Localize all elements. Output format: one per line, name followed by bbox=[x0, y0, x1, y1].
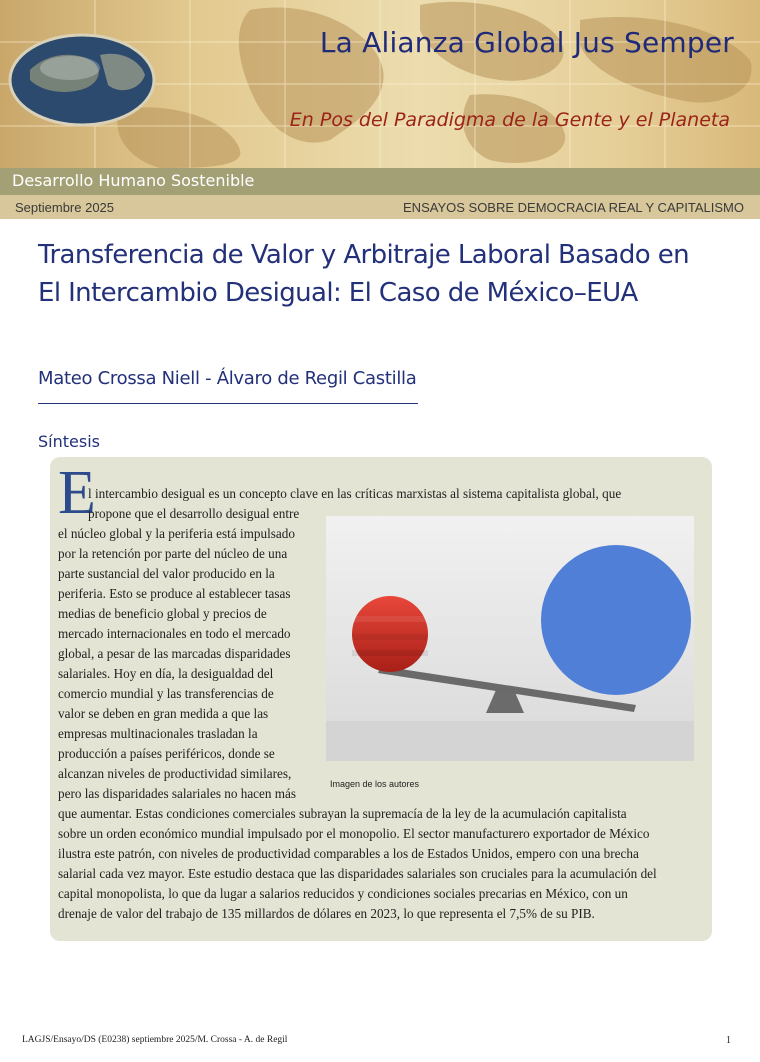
summary-line: pero las disparidades salariales no hacen más bbox=[58, 786, 297, 801]
footer-reference: LAGJS/Ensayo/DS (E0238) septiembre 2025/M. Crossa - A. de Regil bbox=[22, 1035, 288, 1045]
globe-icon bbox=[10, 35, 154, 125]
summary-full-width bbox=[58, 804, 657, 924]
section-label: Desarrollo Humano Sostenible bbox=[12, 171, 255, 190]
section-bar bbox=[0, 168, 760, 195]
summary-line: empresas multinacionales trasladan la bbox=[58, 726, 258, 741]
summary-line: global, a pesar de las marcadas disparidades bbox=[58, 646, 291, 661]
article-authors: Mateo Crossa Niell - Álvaro de Regil Castilla bbox=[38, 368, 417, 389]
summary-line: capital monopolista, lo que da lugar a salarios reducidos y condiciones sociales precarias en México, con un bbox=[58, 886, 628, 901]
balance-illustration bbox=[326, 516, 694, 761]
drop-cap: E bbox=[58, 459, 96, 527]
series-name: ENSAYOS SOBRE DEMOCRACIA REAL Y CAPITALISMO bbox=[403, 200, 744, 215]
summary-line: sobre un orden económico mundial impulsado por el monopolio. El sector manufacturero exportador de México bbox=[58, 826, 650, 841]
summary-narrow-column bbox=[58, 524, 296, 804]
red-sphere bbox=[352, 596, 428, 672]
publication-date: Septiembre 2025 bbox=[15, 200, 115, 215]
author-divider bbox=[38, 403, 418, 404]
blue-sphere bbox=[541, 545, 691, 695]
summary-line: producción a países periféricos, donde se bbox=[58, 746, 275, 761]
article-title-line-1: Transferencia de Valor y Arbitraje Laboral Basado en bbox=[38, 240, 690, 270]
header-banner bbox=[0, 0, 760, 168]
summary-line: que aumentar. Estas condiciones comerciales subrayan la supremacía de la ley de la acumulación capitalista bbox=[58, 806, 627, 821]
summary-narrow-first bbox=[88, 504, 299, 524]
org-title: La Alianza Global Jus Semper bbox=[319, 26, 734, 59]
summary-line: drenaje de valor del trabajo de 135 millardos de dólares en 2023, lo que representa el 7,5% de su PIB. bbox=[58, 906, 595, 921]
summary-line: propone que el desarrollo desigual entre bbox=[88, 506, 300, 521]
summary-line: medias de beneficio global y precios de bbox=[58, 606, 267, 621]
meta-bar bbox=[0, 195, 760, 219]
summary-line: salariales. Hoy en día, la desigualdad del bbox=[58, 666, 274, 681]
summary-line: parte sustancial del valor producido en la bbox=[58, 566, 275, 581]
summary-line: l intercambio desigual es un concepto clave en las críticas marxistas al sistema capitalista global, que bbox=[88, 486, 622, 501]
summary-heading: Síntesis bbox=[38, 432, 100, 451]
page-number: 1 bbox=[726, 1035, 731, 1046]
summary-line: mercado internacionales en todo el mercado bbox=[58, 626, 291, 641]
article-title-line-2: El Intercambio Desigual: El Caso de México–EUA bbox=[38, 278, 638, 308]
article-title bbox=[38, 236, 738, 312]
summary-line: salarial cada vez mayor. Este estudio destaca que las disparidades salariales son cruciales para la acumulación del bbox=[58, 866, 657, 881]
summary-line: ilustra este patrón, con niveles de productividad comparables a los de Estados Unidos, empero con una brecha bbox=[58, 846, 639, 861]
summary-line: alcanzan niveles de productividad similares, bbox=[58, 766, 292, 781]
summary-line: el núcleo global y la periferia está impulsado bbox=[58, 526, 295, 541]
balance-scale-graphic bbox=[326, 516, 694, 761]
summary-line: valor se deben en gran medida a que las bbox=[58, 706, 269, 721]
summary-first-line bbox=[88, 484, 621, 504]
summary-line: por la retención por parte del núcleo de una bbox=[58, 546, 288, 561]
figure-caption: Imagen de los autores bbox=[330, 779, 420, 789]
summary-line: comercio mundial y las transferencias de bbox=[58, 686, 274, 701]
org-tagline: En Pos del Paradigma de la Gente y el Planeta bbox=[289, 109, 730, 131]
summary-line: periferia. Esto se produce al establecer tasas bbox=[58, 586, 291, 601]
